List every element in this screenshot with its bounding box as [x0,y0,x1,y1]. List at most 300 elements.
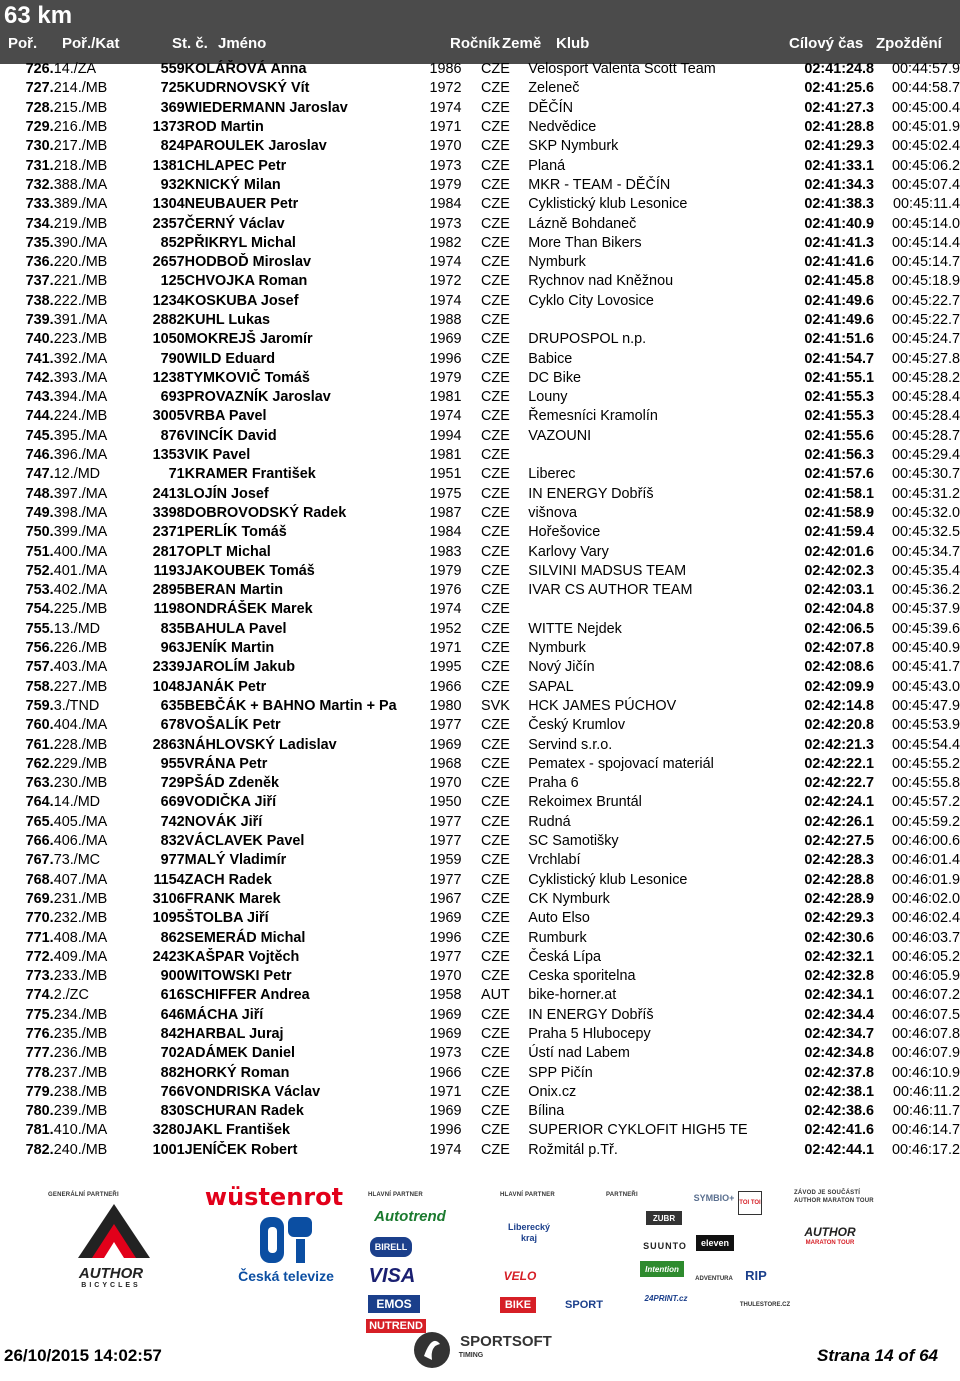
table-row [0,272,960,291]
col-kat: Poř./Kat [62,35,120,52]
cell-jmeno: MALÝ Vladimír [184,852,287,869]
cell-klub: Ústí nad Labem [528,1045,630,1062]
cell-zeme: CZE [481,543,510,560]
cell-zpozdeni: 00:45:41.7 [891,659,960,676]
cell-jmeno: ZACH Radek [184,871,272,888]
page-footer [0,1334,960,1381]
cell-cas: 02:41:55.1 [804,369,875,386]
cell-poradi: 778. [25,1064,54,1081]
cell-rocnik: 1974 [429,292,462,309]
cell-cas: 02:42:08.6 [804,659,875,676]
cell-poradi: 767. [25,852,54,869]
cell-klub: VAZOUNI [528,427,592,444]
rip-logo: RIP [745,1267,767,1283]
cell-cislo: 1050 [152,331,185,348]
table-row [0,349,960,368]
cell-kat: 223./MB [53,331,108,348]
cell-kat: 14./ZA [53,61,97,78]
cell-klub: Rožmitál p.Tř. [528,1141,618,1158]
cell-kat: 392./MA [53,350,108,367]
cell-poradi: 745. [25,427,54,444]
cell-rocnik: 1981 [429,447,462,464]
cell-zeme: CZE [481,350,510,367]
cell-cas: 02:42:22.7 [804,775,875,792]
cell-klub: Nový Jičín [528,659,595,676]
cell-poradi: 732. [25,176,54,193]
cell-cas: 02:41:40.9 [804,215,875,232]
cell-cislo: 3280 [152,1122,185,1139]
results-table [0,60,960,1160]
cell-zeme: CZE [481,234,510,251]
cell-poradi: 773. [25,968,54,985]
cell-zeme: CZE [481,1141,510,1158]
cell-jmeno: LOJÍN Josef [184,485,269,502]
cell-rocnik: 1968 [429,755,462,772]
cell-poradi: 764. [25,794,54,811]
cell-jmeno: ADÁMEK Daniel [184,1045,296,1062]
cell-cislo: 125 [160,273,185,290]
cell-cislo: 635 [160,697,185,714]
cell-kat: 388./MA [53,176,108,193]
cell-klub: Rudná [528,813,571,830]
cell-rocnik: 1966 [429,1064,462,1081]
cell-cas: 02:42:24.1 [804,794,875,811]
cell-kat: 405./MA [53,813,108,830]
cell-rocnik: 1986 [429,61,462,78]
cell-cislo: 729 [160,775,185,792]
cell-jmeno: CHVOJKA Roman [184,273,308,290]
cell-kat: 226./MB [53,640,108,657]
cell-rocnik: 1974 [429,1141,462,1158]
cell-zpozdeni: 00:45:00.4 [891,99,960,116]
cell-cas: 02:42:34.7 [804,1025,875,1042]
table-row [0,813,960,832]
cell-poradi: 755. [25,620,54,637]
cell-cislo: 835 [160,620,185,637]
author-tour-logo: AUTHOR [804,1225,856,1239]
cell-zpozdeni: 00:46:11.7 [893,1103,960,1120]
cell-rocnik: 1981 [429,389,462,406]
cell-zpozdeni: 00:46:05.9 [891,968,960,985]
cell-zeme: CZE [481,427,510,444]
cell-zeme: CZE [481,890,510,907]
cell-poradi: 752. [25,562,54,579]
cell-zpozdeni: 00:46:17.2 [891,1141,960,1158]
cell-cas: 02:41:41.3 [804,234,875,251]
cell-zeme: CZE [481,659,510,676]
cell-poradi: 758. [25,678,54,695]
cell-poradi: 756. [25,640,54,657]
cell-cas: 02:41:58.1 [804,485,875,502]
cell-poradi: 742. [25,369,54,386]
cell-klub: IN ENERGY Dobříš [528,1006,654,1023]
cell-rocnik: 1970 [429,775,462,792]
cell-zpozdeni: 00:45:29.4 [891,447,960,464]
cell-kat: 410./MA [53,1122,108,1139]
cell-rocnik: 1958 [429,987,462,1004]
cell-poradi: 741. [25,350,54,367]
cell-jmeno: VIK Pavel [184,447,251,464]
cell-rocnik: 1973 [429,1045,462,1062]
cell-klub: Praha 6 [528,775,579,792]
suunto-logo: SUUNTO [643,1241,687,1251]
nutrend-logo: NUTREND [366,1319,426,1333]
cell-cas: 02:41:28.8 [804,119,875,136]
adventura-logo: ADVENTURA [695,1276,733,1282]
cell-zeme: CZE [481,871,510,888]
cell-cas: 02:42:04.8 [804,601,875,618]
cell-zpozdeni: 00:46:07.9 [891,1045,960,1062]
cell-kat: 233./MB [53,968,108,985]
cell-klub: More Than Bikers [528,234,642,251]
cell-rocnik: 1979 [429,369,462,386]
table-row [0,639,960,658]
cell-klub: IVAR CS AUTHOR TEAM [528,582,693,599]
cell-cas: 02:42:28.8 [804,871,875,888]
cell-jmeno: KUHL Lukas [184,312,270,328]
author-logo: AUTHOR [78,1264,144,1282]
cell-poradi: 770. [25,910,54,927]
cell-klub: Planá [528,157,566,174]
cell-poradi: 729. [25,119,54,136]
cell-zeme: SVK [481,697,510,714]
cell-kat: 399./MA [53,524,108,541]
cell-kat: 237./MB [53,1064,108,1081]
cell-klub: DRUPOSPOL n.p. [528,331,647,348]
cell-rocnik: 1950 [429,794,462,811]
zubr-logo: ZUBR [646,1211,682,1225]
general-partners-label: GENERÁLNÍ PARTNEŘI [48,1192,119,1198]
cell-zeme: CZE [481,292,510,309]
intention-logo: Intention [640,1261,684,1277]
table-row [0,986,960,1005]
cell-cas: 02:42:20.8 [804,717,875,734]
cell-cas: 02:41:38.3 [804,196,875,213]
cell-klub: Česká Lípa [528,948,602,965]
cell-klub: Cyklistický klub Lesonice [528,196,688,213]
table-row [0,330,960,349]
cell-kat: 228./MB [53,736,108,753]
cell-kat: 217./MB [53,138,108,155]
table-row [0,1063,960,1082]
cell-cislo: 1234 [152,292,185,309]
cell-klub: Rekoimex Bruntál [528,794,642,811]
cell-zeme: CZE [481,196,510,213]
cell-poradi: 743. [25,389,54,406]
cell-kat: 236./MB [53,1045,108,1062]
cell-poradi: 727. [25,80,54,97]
cell-zpozdeni: 00:44:57.9 [891,61,960,78]
cell-zeme: CZE [481,1122,510,1139]
cell-klub: Cyklistický klub Lesonice [528,871,688,888]
cell-klub: Rumburk [528,929,587,946]
cell-kat: 393./MA [53,369,108,386]
cell-cislo: 669 [160,794,185,811]
birell-logo: BIRELL [370,1237,412,1257]
cell-klub: DC Bike [528,369,582,386]
col-poradi: Poř. [8,35,38,52]
cell-cas: 02:42:28.9 [804,890,875,907]
cell-zpozdeni: 00:45:18.9 [891,273,960,290]
cell-rocnik: 1974 [429,254,462,271]
page-title: 63 km [4,2,73,29]
cell-kat: 2./ZC [53,987,89,1004]
cell-rocnik: 1977 [429,717,462,734]
cell-cislo: 824 [160,138,185,155]
cell-zeme: CZE [481,331,510,348]
cell-rocnik: 1969 [429,1025,462,1042]
cell-zeme: AUT [481,987,510,1004]
autotrend-logo: Autotrend [374,1207,446,1225]
cell-jmeno: MOKREJŠ Jaromír [184,331,313,348]
cell-cas: 02:42:09.9 [804,678,875,695]
cell-poradi: 779. [25,1083,54,1100]
table-row [0,79,960,98]
cell-cislo: 3106 [152,890,185,907]
cell-kat: 396./MA [53,447,108,464]
cell-cislo: 678 [160,717,185,734]
cell-cislo: 2882 [152,312,185,328]
cell-poradi: 763. [25,775,54,792]
zavod-label: ZÁVOD JE SOUČÁSTÍ AUTHOR MARATON TOUR [794,1190,874,1204]
cell-poradi: 769. [25,890,54,907]
cell-rocnik: 1977 [429,871,462,888]
col-klub: Klub [556,35,590,52]
sportsoft-icon [412,1330,452,1370]
table-row [0,1102,960,1121]
cell-zpozdeni: 00:46:01.9 [891,871,960,888]
cell-zeme: CZE [481,504,510,521]
cell-kat: 409./MA [53,948,108,965]
cell-kat: 239./MB [53,1103,108,1120]
cell-klub: MKR - TEAM - DĚČÍN [528,176,671,193]
cell-zpozdeni: 00:46:01.4 [891,852,960,869]
cell-cas: 02:42:37.8 [804,1064,875,1081]
cell-rocnik: 1973 [429,157,462,174]
cell-jmeno: ŠTOLBA Jiří [184,910,269,927]
table-row [0,1141,960,1160]
main-partner-label: HLAVNÍ PARTNER [368,1192,423,1198]
cell-zeme: CZE [481,215,510,232]
cell-zeme: CZE [481,717,510,734]
cell-poradi: 772. [25,948,54,965]
table-row [0,716,960,735]
cell-klub: Babice [528,350,573,367]
column-headers [0,35,960,55]
cell-zeme: CZE [481,273,510,290]
cell-rocnik: 1977 [429,833,462,850]
cell-cas: 02:41:24.8 [804,61,875,78]
cell-zeme: CZE [481,157,510,174]
table-row [0,735,960,754]
cell-poradi: 735. [25,234,54,251]
cell-cislo: 882 [160,1064,185,1081]
table-row [0,967,960,986]
cell-zeme: CZE [481,176,510,193]
cell-klub: Český Krumlov [528,717,626,734]
cell-cislo: 1198 [153,601,185,618]
cell-zeme: CZE [481,755,510,772]
cell-kat: 230./MB [53,775,108,792]
cell-zpozdeni: 00:45:02.4 [891,138,960,155]
cell-cislo: 963 [160,640,185,657]
table-row [0,870,960,889]
cell-zpozdeni: 00:45:43.0 [891,678,960,695]
cell-rocnik: 1973 [429,215,462,232]
cell-cas: 02:41:54.7 [804,350,875,367]
cell-cislo: 832 [160,833,185,850]
table-row [0,234,960,253]
cell-cislo: 2895 [152,582,185,599]
cell-cislo: 977 [160,852,185,869]
cell-kat: 408./MA [53,929,108,946]
cell-cas: 02:41:33.1 [804,157,875,174]
table-row [0,755,960,774]
cell-jmeno: KAŠPAR Vojtěch [184,948,300,965]
cell-kat: 231./MB [53,890,108,907]
cell-poradi: 775. [25,1006,54,1023]
symbio-logo: SYMBIO+ [693,1193,735,1203]
cell-zpozdeni: 00:45:27.8 [891,350,960,367]
table-row [0,948,960,967]
table-row [0,542,960,561]
cell-jmeno: VINCÍK David [184,427,277,444]
cell-cas: 02:42:07.8 [804,640,875,657]
cell-poradi: 750. [25,524,54,541]
cell-zpozdeni: 00:45:06.2 [891,157,960,174]
cell-jmeno: KOLÁŘOVÁ Anna [184,61,307,78]
liberecky-kraj-logo: Liberecký kraj [507,1222,551,1243]
cell-zpozdeni: 00:44:58.7 [891,80,960,97]
cell-kat: 229./MB [53,755,108,772]
cell-poradi: 766. [25,833,54,850]
table-row [0,658,960,677]
cell-cas: 02:42:29.3 [804,910,875,927]
cell-poradi: 726. [25,61,54,78]
cell-rocnik: 1959 [429,852,462,869]
cell-klub: Vrchlabí [528,852,581,869]
cell-cas: 02:41:59.4 [804,524,875,541]
cell-cas: 02:42:06.5 [804,620,875,637]
cell-cislo: 2413 [152,485,185,502]
page-number: Strana 14 of 64 [817,1346,938,1365]
cell-jmeno: JAKL František [184,1122,290,1139]
24print-logo: 24PRINT.cz [644,1293,688,1303]
cell-jmeno: WILD Eduard [184,350,276,367]
table-row [0,369,960,388]
cell-cas: 02:41:34.3 [804,176,875,193]
cell-cas: 02:42:26.1 [804,813,875,830]
cell-kat: 390./MA [53,234,108,251]
cell-cislo: 2339 [152,659,185,676]
cell-klub: Onix.cz [528,1083,577,1100]
cell-rocnik: 1969 [429,1006,462,1023]
cell-zeme: CZE [481,775,510,792]
cell-poradi: 757. [25,659,54,676]
ct-emblem-icon [258,1215,314,1265]
cell-jmeno: HORKÝ Roman [184,1064,290,1081]
cell-cas: 02:42:41.6 [804,1122,875,1139]
cell-jmeno: KRAMER František [184,466,316,483]
cell-poradi: 754. [25,601,54,618]
cell-klub: Nedvědice [528,119,597,136]
cell-klub: Řemesníci Kramolín [528,408,658,425]
cell-cas: 02:42:34.4 [804,1006,875,1023]
cell-cislo: 1353 [152,447,185,464]
cell-zpozdeni: 00:45:57.2 [891,794,960,811]
table-row [0,118,960,137]
cell-zpozdeni: 00:45:28.2 [891,369,960,386]
cell-jmeno: SEMERÁD Michal [184,929,306,946]
cell-jmeno: SCHURAN Radek [184,1103,304,1120]
cell-klub [528,446,781,465]
cell-cislo: 2357 [152,215,185,232]
cell-zeme: CZE [481,61,510,78]
table-row [0,485,960,504]
cell-kat: 402./MA [53,582,108,599]
cell-zpozdeni: 00:45:01.9 [891,119,960,136]
cell-jmeno: BERAN Martin [184,582,284,599]
cell-rocnik: 1996 [429,929,462,946]
table-row [0,697,960,716]
cell-zeme: CZE [481,99,510,116]
ct-logo: Česká televize [238,1268,334,1284]
cell-zeme: CZE [481,312,510,328]
cell-rocnik: 1966 [429,678,462,695]
cell-kat: 400./MA [53,543,108,560]
table-row [0,1083,960,1102]
cell-cislo: 1193 [153,562,185,579]
cell-kat: 397./MA [53,485,108,502]
cell-zpozdeni: 00:46:11.2 [893,1083,960,1100]
cell-poradi: 774. [25,987,54,1004]
cell-klub: Servind s.r.o. [528,736,613,753]
cell-zpozdeni: 00:46:05.2 [891,948,960,965]
cell-cas: 02:41:45.8 [804,273,875,290]
cell-jmeno: ROD Martin [184,119,264,136]
cell-rocnik: 1974 [429,601,462,618]
cell-kat: 215./MB [53,99,108,116]
cell-zeme: CZE [481,447,510,464]
cell-klub: HCK JAMES PÚCHOV [528,697,677,714]
cell-klub [528,600,781,619]
table-row [0,388,960,407]
cell-cislo: 766 [160,1083,185,1100]
cell-cas: 02:42:02.3 [804,562,875,579]
cell-zeme: CZE [481,1025,510,1042]
cell-jmeno: SCHIFFER Andrea [184,987,310,1004]
cell-kat: 238./MB [53,1083,108,1100]
cell-jmeno: DOBROVODSKÝ Radek [184,504,347,521]
cell-rocnik: 1969 [429,1103,462,1120]
cell-zeme: CZE [481,678,510,695]
cell-zpozdeni: 00:45:11.4 [893,196,960,213]
cell-zpozdeni: 00:45:59.2 [891,813,960,830]
cell-poradi: 760. [25,717,54,734]
col-cislo: St. č. [172,35,208,52]
cell-zpozdeni: 00:45:53.9 [891,717,960,734]
cell-jmeno: OPLT Michal [184,543,271,560]
cell-rocnik: 1982 [429,234,462,251]
cell-zpozdeni: 00:45:28.4 [891,408,960,425]
cell-kat: 398./MA [53,504,108,521]
cell-cislo: 71 [168,466,185,483]
cell-cislo: 742 [160,813,185,830]
cell-zpozdeni: 00:46:00.6 [891,833,960,850]
cell-kat: 240./MB [53,1141,108,1158]
cell-klub: SC Samotišky [528,833,619,850]
table-row [0,793,960,812]
